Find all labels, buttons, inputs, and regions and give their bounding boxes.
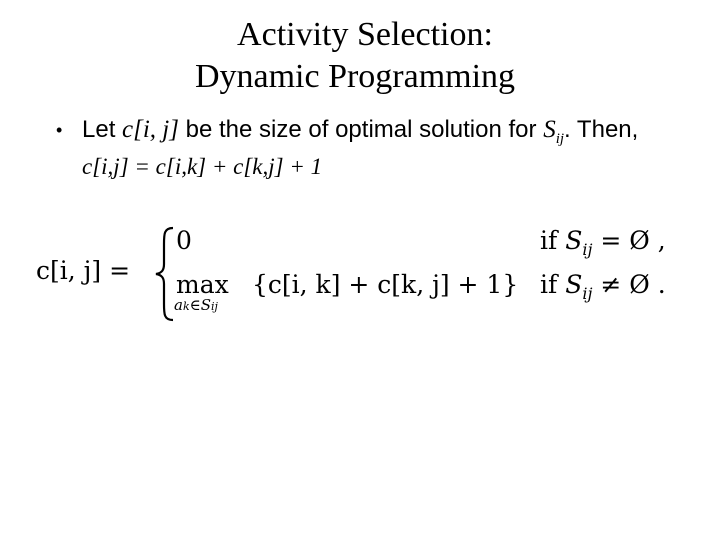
case-2-condition-rel: ≠ Ø . — [592, 270, 666, 299]
case-1-condition-if: if — [540, 226, 566, 255]
bullet-text-end: . Then, — [564, 116, 639, 143]
case-1-condition-sub: ij — [582, 240, 593, 259]
max-sub-k: k — [182, 300, 190, 313]
case-2-condition — [540, 270, 666, 303]
bullet-cij-symbol: c[i, j] — [122, 116, 179, 143]
bullet-sij-base: S — [543, 116, 556, 143]
case-2-value: {c[i, k] + c[k, j] + 1} — [252, 270, 519, 299]
case-1-value: 0 — [176, 226, 192, 255]
left-brace-icon — [154, 226, 176, 322]
max-sub-ij: ij — [211, 300, 218, 313]
max-operator-subscript — [174, 296, 218, 314]
max-sub-a: a — [174, 296, 183, 314]
slide-title-line-2: Dynamic Programming — [194, 58, 516, 95]
formula-lhs: c[i, j] = — [36, 256, 131, 285]
bullet-sij-symbol — [543, 116, 565, 147]
slide-title — [0, 14, 720, 98]
case-2-condition-if: if — [540, 270, 566, 299]
case-1-condition — [540, 226, 666, 259]
bullet-text-mid: be the size of optimal solution for — [178, 116, 544, 143]
max-sub-in: ∈S — [189, 296, 212, 314]
case-2-condition-S: S — [565, 270, 583, 299]
bullet-text-let: Let — [82, 116, 123, 143]
case-2-condition-sub: ij — [582, 284, 593, 303]
case-1-condition-rel: = Ø , — [592, 226, 666, 255]
bullet-sij-subscript: ij — [555, 131, 565, 147]
max-operator — [174, 270, 229, 314]
slide-title-line-1: Activity Selection: — [237, 16, 493, 53]
max-operator-label: max — [176, 270, 229, 299]
bullet-point — [56, 112, 706, 157]
recurrence-formula — [36, 226, 706, 326]
case-1-condition-S: S — [565, 226, 583, 255]
bullet-marker: • — [56, 120, 63, 140]
case-2 — [174, 270, 519, 314]
recurrence-equation: c[i,j] = c[i,k] + c[k,j] + 1 — [82, 154, 323, 179]
